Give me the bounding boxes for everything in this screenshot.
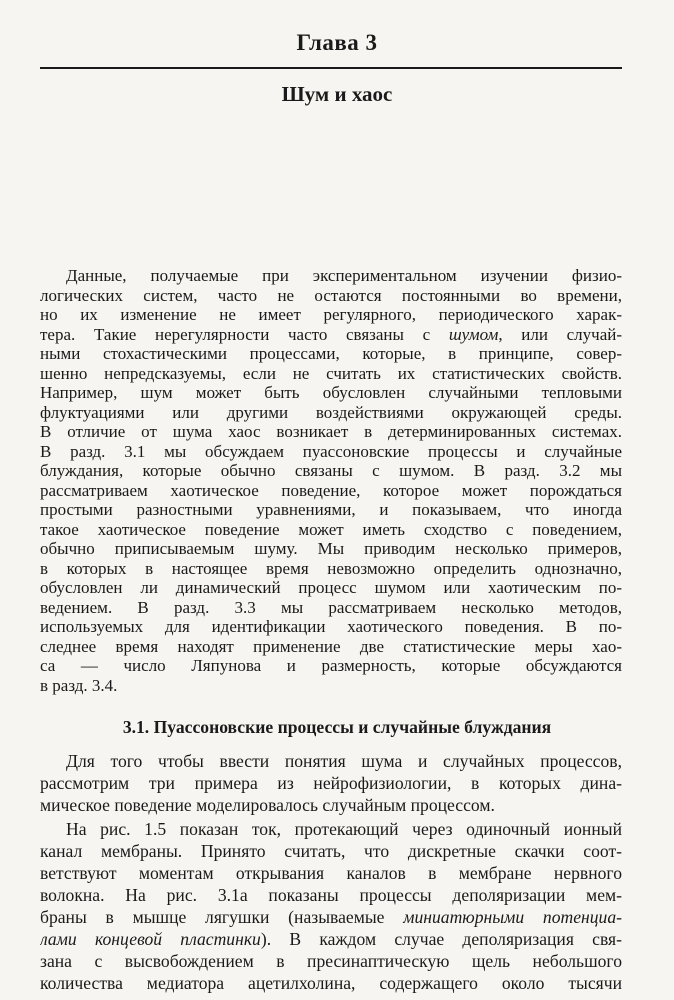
intro-line: Например, шум может быть обусловлен случайными тепловыми (40, 383, 622, 402)
para-line: мическое поведение моделировалось случайным процессом. (40, 795, 495, 815)
emphasis-term: лами концевой пластинки (40, 929, 261, 949)
intro-line: простыми разностными уравнениями, и показываем, что иногда (40, 500, 622, 519)
text-run: , или случай- (498, 324, 622, 344)
para-line: На рис. 1.5 показан ток, протекающий через одиночный ионный (66, 819, 622, 839)
intro-line: В разд. 3.1 мы обсуждаем пуассоновские процессы и случайные (40, 441, 622, 461)
para-line (40, 928, 622, 950)
intro-line: ведением. В разд. 3.3 мы рассматриваем несколько методов, (40, 597, 622, 617)
intro-line (40, 325, 622, 345)
text-run: ). В каждом случае деполяризация свя- (260, 929, 622, 949)
chapter-label: Глава 3 (296, 30, 378, 55)
para-line (40, 906, 622, 928)
para-line: Для того чтобы ввести понятия шума и случайных процессов, (66, 751, 622, 771)
intro-line: В отличие от шума хаос возникает в детерминированных системах. (40, 422, 622, 441)
para-line: канал мембраны. Принято считать, что дискретные скачки соот- (40, 841, 622, 861)
emphasis-noise: шумом (448, 324, 499, 344)
intro-line: обычно приписываемым шуму. Мы приводим несколько примеров, (40, 539, 622, 558)
section-title: 3.1. Пуассоновские процессы и случайные блуждания (122, 717, 552, 737)
intro-line: обусловлен ли динамический процесс шумом или хаотическим по- (40, 578, 622, 597)
intro-line: флуктуациями или другими воздействиями окружающей среды. (40, 402, 622, 422)
intro-line: используемых для идентификации хаотического поведения. В по- (40, 617, 622, 636)
chapter-title: Шум и хаос (281, 82, 393, 106)
emphasis-term: миниатюрными потенциа- (403, 907, 622, 927)
intro-line: шенно непредсказуемы, если не считать их статистических свойств. (40, 363, 622, 383)
para-line: зана с высвобождением в пресинаптическую щель небольшого (40, 951, 622, 971)
text-run: тера. Такие нерегулярности часто связаны с (40, 324, 449, 344)
intro-line: блуждания, которые обычно связаны с шумом. В разд. 3.2 мы (40, 461, 622, 480)
text-run: браны в мышце лягушки (называемые (40, 907, 404, 927)
intro-line: Данные, получаемые при экспериментальном изучении физио- (66, 266, 622, 285)
intro-line: рассматриваем хаотическое поведение, которое может порождаться (40, 480, 622, 500)
para-line: волокна. На рис. 3.1а показаны процессы деполяризации мем- (40, 885, 622, 905)
para-line: ветствуют моментам открывания каналов в мембране нервного (40, 863, 622, 883)
intro-line: но их изменение не имеет регулярного, периодического харак- (40, 305, 622, 324)
intro-line: са — число Ляпунова и размерность, которые обсуждаются (40, 656, 622, 675)
intro-line: следнее время находят применение две статистические меры хао- (40, 636, 622, 656)
intro-line: в которых в настоящее время невозможно определить однозначно, (40, 558, 622, 578)
intro-line: такое хаотическое поведение может иметь сходство с поведением, (40, 519, 622, 539)
intro-line: в разд. 3.4. (40, 675, 118, 695)
chapter-rule (40, 67, 622, 69)
para-line: количества медиатора ацетилхолина, содержащего около тысячи (40, 973, 622, 993)
intro-line: логических систем, часто не остаются постоянными во времени, (40, 285, 622, 305)
intro-line: ными стохастическими процессами, которые, в принципе, совер- (40, 344, 622, 363)
para-line: рассмотрим три примера из нейрофизиологии, в которых дина- (40, 773, 622, 793)
